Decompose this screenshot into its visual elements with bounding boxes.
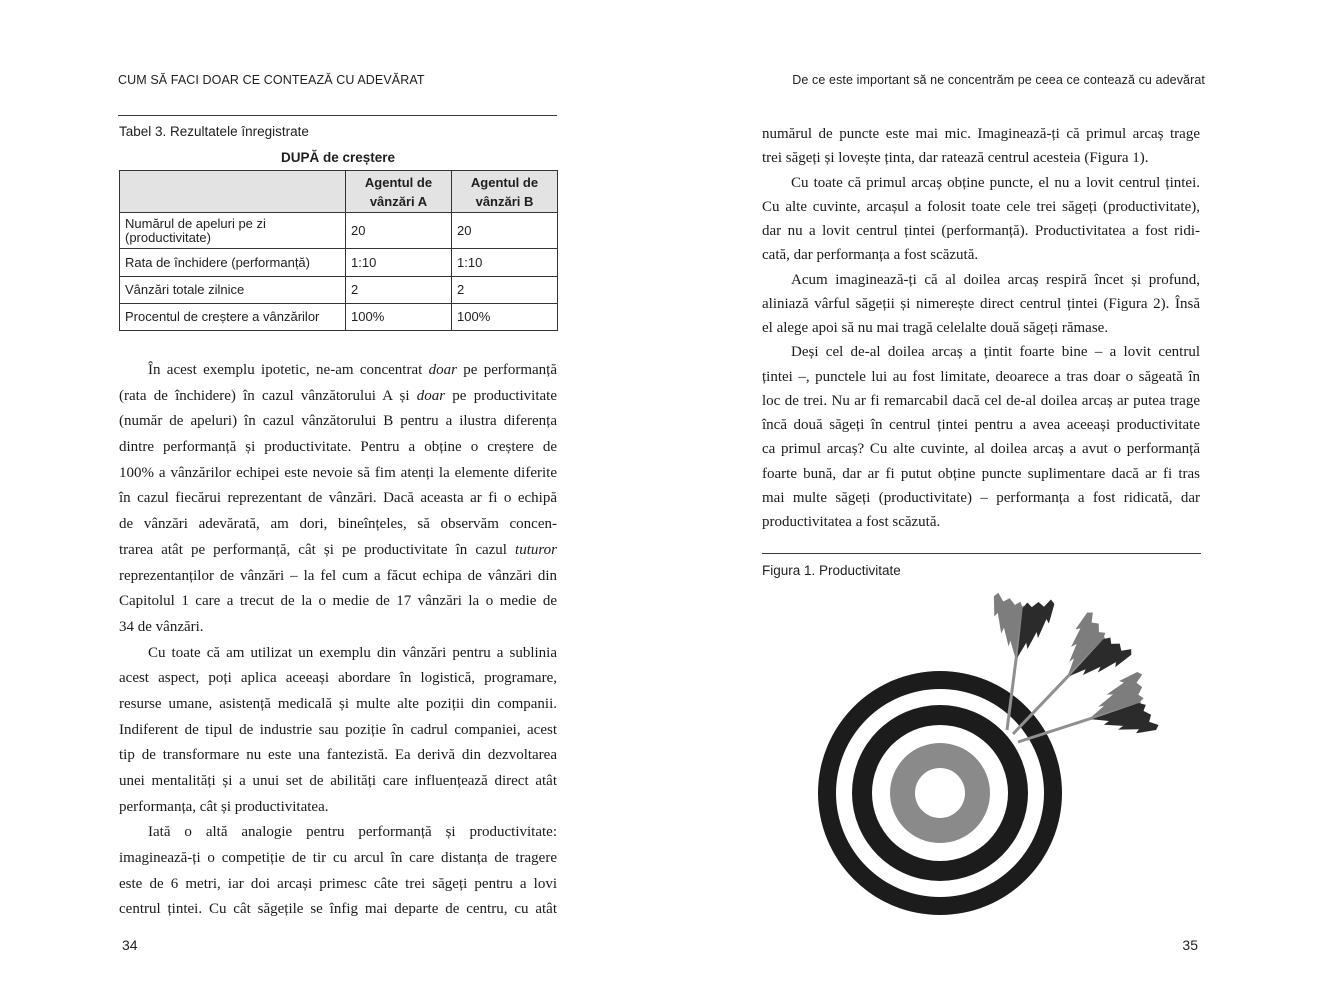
text-line: (număr de apeluri) în cazul vânzătorului B pentru a ilustra diferența bbox=[119, 413, 557, 430]
emphasis: doar bbox=[416, 387, 446, 404]
text-run: (rata de închidere) în cazul vânzătorului A și bbox=[119, 387, 417, 404]
text-line: productivitatea a fost scăzută. bbox=[762, 514, 941, 530]
text-line: Cu toate că primul arcaș obține puncte, el nu a lovit centrul țintei. bbox=[791, 174, 1200, 191]
page-number-right: 35 bbox=[1182, 937, 1198, 953]
text-line: Cu toate că am utilizat un exemplu din vânzări pentru a sublinia bbox=[148, 644, 557, 661]
cell-agent-b: 1:10 bbox=[452, 249, 558, 277]
cell-agent-b: 100% bbox=[452, 304, 558, 331]
text-line: 34 de vânzări. bbox=[119, 618, 204, 635]
text-line: Indiferent de tipul de industrie sau poziție în cadrul companiei, acest bbox=[119, 721, 557, 738]
cell-agent-a: 100% bbox=[346, 304, 452, 331]
target-bullseye bbox=[915, 768, 965, 818]
row-label: Vânzări totale zilnice bbox=[120, 277, 346, 304]
table-row bbox=[120, 249, 558, 277]
cell-agent-b: 20 bbox=[452, 213, 558, 249]
page-number-left: 34 bbox=[122, 937, 138, 953]
text-line: el alege apoi să nu mai tragă celelalte două săgeți rămase. bbox=[762, 320, 1109, 336]
text-line: foarte bună, dar ar fi putut obține puncte suplimentare dacă ar fi tras bbox=[762, 465, 1200, 482]
running-head-right: De ce este important să ne concentrăm pe ceea ce contează cu adevărat bbox=[792, 73, 1205, 87]
row-label: Procentul de creștere a vânzărilor bbox=[120, 304, 346, 331]
table-caption: Tabel 3. Rezultatele înregistrate bbox=[119, 124, 309, 139]
text-line: 100% a vânzărilor echipei este nevoie să fim atenți la elemente diferite bbox=[119, 464, 557, 481]
cell-agent-a: 20 bbox=[346, 213, 452, 249]
text-line: acest aspect, poți aplica aceeași abordare în logistică, programare, bbox=[119, 670, 557, 687]
text-line: dintre performanță și productivitate. Pentru a obține o creștere de bbox=[119, 439, 557, 456]
emphasis: tuturor bbox=[515, 541, 557, 558]
cell-agent-a: 1:10 bbox=[346, 249, 452, 277]
text-line bbox=[119, 384, 557, 410]
table-title: DUPĂ de creștere bbox=[280, 150, 396, 165]
text-line: încă două săgeți în centrul țintei pentru a avea aceeași productivitate bbox=[762, 417, 1200, 433]
row-label: Rata de închidere (performanță) bbox=[120, 249, 346, 277]
running-head-left: CUM SĂ FACI DOAR CE CONTEAZĂ CU ADEVĂRAT bbox=[118, 73, 425, 87]
text-line: centrul țintei. Cu cât săgețile se înfig mai departe de centru, cu atât bbox=[119, 901, 557, 918]
text-run: pe productivitate bbox=[445, 387, 558, 404]
text-line: mai multe săgeți (productivitate) – performanța a fost ridicată, dar bbox=[762, 489, 1200, 506]
text-line: este de 6 metri, iar doi arcași primesc câte trei săgeți pentru a lovi bbox=[119, 875, 557, 892]
text-line: Deși cel de-al doilea arcaș a țintit foarte bine – a lovit centrul bbox=[791, 344, 1200, 361]
figure-caption: Figura 1. Productivitate bbox=[762, 563, 901, 578]
results-table bbox=[119, 170, 558, 331]
text-line: dar nu a lovit centrul țintei (performanță). Productivitatea a fost ridi- bbox=[762, 223, 1200, 239]
text-line: Capitolul 1 care a trecut de la o medie de 17 vânzări la o medie de bbox=[119, 593, 557, 610]
header-cell-agent-b: Agentul de vânzări B bbox=[452, 171, 558, 213]
text-line: numărul de puncte este mai mic. Imaginează-ți că primul arcaș trage bbox=[762, 126, 1200, 142]
text-line: reprezentanților de vânzări – la fel cum a făcut echipa de vânzări din bbox=[119, 567, 557, 584]
table-header-row bbox=[120, 171, 558, 213]
text-run: trarea atât pe performanță, cât și pe productivitate în cazul bbox=[119, 541, 516, 558]
text-line: Cu alte cuvinte, arcașul a folosit toate cele trei săgeți (productivitate), bbox=[762, 198, 1200, 215]
text-line: unei mentalități și a unui set de abilități care influențează direct atât bbox=[119, 773, 557, 789]
header-rule bbox=[118, 115, 557, 116]
table-row bbox=[120, 277, 558, 304]
target-with-arrows-icon bbox=[762, 580, 1200, 930]
figure-rule bbox=[762, 553, 1201, 554]
text-line bbox=[119, 358, 557, 384]
text-line: tip de transformare nu este una fantezistă. Ea derivă din dezvoltarea bbox=[119, 747, 557, 764]
row-label: Numărul de apeluri pe zi (productivitate) bbox=[120, 213, 346, 249]
cell-agent-b: 2 bbox=[452, 277, 558, 304]
text-line: Acum imaginează-ți că al doilea arcaș respiră încet și profund, bbox=[791, 271, 1200, 288]
text-line: performanța, cât și productivitatea. bbox=[119, 798, 329, 815]
header-cell-agent-a: Agentul de vânzări A bbox=[346, 171, 452, 213]
left-body-text bbox=[119, 358, 557, 923]
text-line: cată, dar performanța a fost scăzută. bbox=[762, 247, 979, 264]
right-body-text bbox=[762, 122, 1200, 534]
text-line: Iată o altă analogie pentru performanță și productivitate: bbox=[148, 824, 557, 841]
text-line: trei săgeți și lovește ținta, dar ratează centrul acesteia (Figura 1). bbox=[762, 150, 1149, 167]
text-line bbox=[119, 538, 557, 564]
table-row bbox=[120, 213, 558, 249]
text-line: resurse umane, asistență medicală și multe alte poziții din companii. bbox=[119, 695, 557, 712]
text-line: ca primul arcaș? Cu alte cuvinte, al doilea arcaș a avut o performanță bbox=[762, 441, 1200, 458]
text-line: aliniază vârful săgeții și nimerește direct centrul țintei (Figura 2). Însă bbox=[762, 295, 1200, 312]
cell-agent-a: 2 bbox=[346, 277, 452, 304]
text-line: imaginează-ți o competiție de tir cu arcul în care distanța de tragere bbox=[119, 850, 557, 867]
text-run: pe performanță bbox=[456, 362, 557, 378]
text-line: de vânzări adevărată, am dori, bineînțeles, să observăm concen- bbox=[119, 516, 557, 533]
text-line: țintei –, punctele lui au fost limitate, deoarece a tras doar o săgeată în bbox=[762, 368, 1200, 385]
text-line: în cazul fiecărui reprezentant de vânzări. Dacă aceasta ar fi o echipă bbox=[119, 490, 557, 507]
emphasis: doar bbox=[428, 362, 457, 378]
header-cell-empty bbox=[120, 171, 346, 213]
table-row bbox=[120, 304, 558, 331]
text-run: În acest exemplu ipotetic, ne-am concentrat bbox=[148, 362, 429, 378]
text-line: loc de trei. Nu ar fi remarcabil dacă cel de-al doilea arcaș ar putea trage bbox=[762, 392, 1200, 409]
